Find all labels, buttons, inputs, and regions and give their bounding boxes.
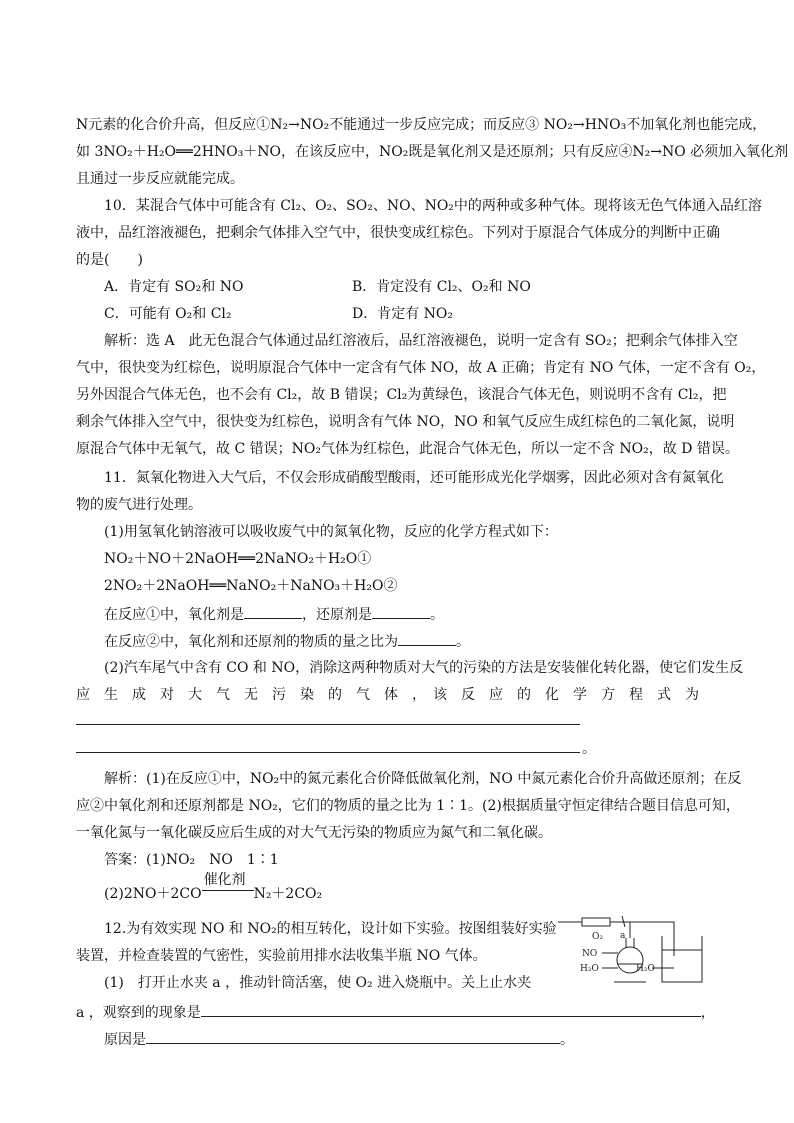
text-line: 原混合气体中无氧气，故 C 错误；NO₂气体为红棕色，此混合气体无色，所以一定不含 NO₂，故 D 错误。 xyxy=(76,441,739,457)
analysis-11: 解析：(1)在反应①中，NO₂中的氮元素化合价降低做氧化剂，NO 中氮元素化合价升高做还原剂；在反 xyxy=(104,771,742,787)
text-line: 如 3NO₂＋H₂O══2HNO₃＋NO，在该反应中，NO₂既是氧化剂又是还原剂；只有反应④N₂→NO 必须加入氧化剂 xyxy=(76,144,789,160)
equation-left: (2)2NO＋2CO xyxy=(104,886,202,902)
text-line: 一氧化氮与一氧化碳反应后生成的对大气无污染的物质应为氮气和二氧化碳。 xyxy=(76,825,552,841)
blank-label: 。 xyxy=(430,607,444,623)
text-line: 物的废气进行处理。 xyxy=(76,497,202,513)
o2-label: O₂ xyxy=(592,932,603,942)
period-mark: 。 xyxy=(560,1032,574,1048)
question-11: 11．氮氧化物进入大气后，不仅会形成硝酸型酸雨，还可能形成光化学烟雾，因此必须对含有氮氧化 xyxy=(104,470,724,486)
blank-label: a ，观察到的现象是 xyxy=(76,1005,201,1021)
observation-line xyxy=(76,1002,715,1023)
text-line: 另外因混合气体无色，也不会有 Cl₂，故 B 错误；Cl₂为黄绿色，该混合气体无色，则说明不含有 Cl₂，把 xyxy=(76,387,727,403)
text-line: 的是( ) xyxy=(76,252,143,268)
text-line: 且通过一步反应就能完成。 xyxy=(76,171,244,187)
option-c: C．可能有 O₂和 Cl₂ xyxy=(104,306,232,322)
blank-line-2 xyxy=(104,631,470,652)
comma: ， xyxy=(700,1005,715,1021)
text-line: (1) 打开止水夹 a ，推动针筒活塞，使 O₂ 进入烧瓶中。关上止水夹 xyxy=(104,975,532,991)
clamp-label: a xyxy=(620,931,626,941)
answer-blank[interactable] xyxy=(76,724,580,725)
blank-label: 在反应①中，氧化剂是 xyxy=(104,607,244,623)
answer-blank[interactable] xyxy=(201,1002,701,1017)
text-line: 应②中氧化剂和还原剂都是 NO₂，它们的物质的量之比为 1∶1。(2)根据质量守恒定律结合题目信息可知， xyxy=(76,798,740,814)
tube xyxy=(630,922,674,956)
answer-blank[interactable] xyxy=(398,631,456,646)
text-line: 气中，很快变为红棕色，说明原混合气体中一定含有气体 NO，故 A 正确；肯定有 NO 气体，一定不含有 O₂， xyxy=(76,360,766,376)
text-line: (1)用氢氧化钠溶液可以吸收废气中的氮氧化物，反应的化学方程式如下： xyxy=(104,524,558,540)
syringe-barrel xyxy=(582,918,610,926)
text-line: 剩余气体排入空气中，很快变为红棕色，说明含有气体 NO，NO 和氧气反应生成红棕色的二氧化氮，说明 xyxy=(76,414,735,430)
water-label: H₂O xyxy=(580,964,599,974)
blank-label: ，还原剂是 xyxy=(302,607,372,623)
apparatus-diagram xyxy=(552,908,722,990)
blank-label: 在反应②中，氧化剂和还原剂的物质的量之比为 xyxy=(104,634,398,650)
blank-label: 原因是 xyxy=(104,1032,146,1048)
answer-1: 答案：(1)NO₂ NO 1∶1 xyxy=(104,852,279,868)
option-b: B．肯定没有 Cl₂、O₂和 NO xyxy=(352,279,531,295)
blank-line-1 xyxy=(104,604,444,625)
catalyst-arrow xyxy=(202,872,254,898)
answer-blank[interactable] xyxy=(146,1029,560,1044)
reaction-line xyxy=(202,890,254,891)
text-line: 应 生 成 对 大 气 无 污 染 的 气 体 ， 该 反 应 的 化 学 方 程 式 为 xyxy=(76,687,699,703)
option-a: A．肯定有 SO₂和 NO xyxy=(104,279,244,295)
text-line: 液中，品红溶液褪色，把剩余气体排入空气中，很快变成红棕色。下列对于原混合气体成分的判断中正确 xyxy=(76,225,720,241)
answer-blank[interactable] xyxy=(244,604,302,619)
catalyst-label: 催化剂 xyxy=(203,872,246,888)
answer-blank[interactable] xyxy=(372,604,430,619)
beaker-icon xyxy=(662,936,702,982)
text-line: (2)汽车尾气中含有 CO 和 NO，消除这两种物质对大气的污染的方法是安装催化转化器，使它们发生反 xyxy=(104,660,744,676)
period-mark: 。 xyxy=(582,741,596,757)
equation-right: N₂＋2CO₂ xyxy=(253,886,323,902)
no-label: NO xyxy=(582,949,598,959)
reason-line xyxy=(104,1029,574,1050)
answer-2 xyxy=(104,872,323,904)
blank-label: 。 xyxy=(456,634,470,650)
answer-blank[interactable] xyxy=(76,752,580,753)
equation-1: NO₂＋NO＋2NaOH══2NaNO₂＋H₂O① xyxy=(104,551,372,567)
question-12: 12.为有效实现 NO 和 NO₂的相互转化，设计如下实验。按图组装好实验 xyxy=(104,921,557,937)
analysis-10: 解析：选 A 此无色混合气体通过品红溶液后，品红溶液褪色，说明一定含有 SO₂；把剩余气体排入空 xyxy=(104,333,738,349)
text-line: N元素的化合价升高，但反应①N₂→NO₂不能通过一步反应完成；而反应③ NO₂→HNO₃不加氧化剂也能完成， xyxy=(76,117,767,133)
option-d: D．肯定有 NO₂ xyxy=(352,306,454,322)
water-label: H₂O xyxy=(636,964,655,974)
text-line: 装置，并检查装置的气密性，实验前用排水法收集半瓶 NO 气体。 xyxy=(76,948,487,964)
equation-2: 2NO₂＋2NaOH══NaNO₂＋NaNO₃＋H₂O② xyxy=(104,578,398,594)
question-10: 10．某混合气体中可能含有 Cl₂、O₂、SO₂、NO、NO₂中的两种或多种气体。现将该无色气体通入品红溶 xyxy=(104,198,762,214)
